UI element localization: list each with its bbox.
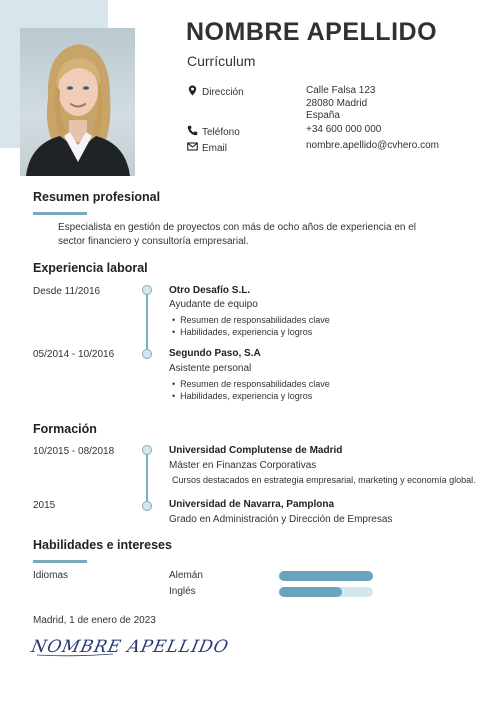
skills-section-underline [33,560,87,563]
skill-level-fill [279,587,342,597]
address-label: Dirección [202,87,244,98]
timeline-dot [142,285,152,295]
email-value: nombre.apellido@cvhero.com [306,140,439,151]
skills-category: Idiomas [33,570,69,581]
experience-timeline-line [146,292,148,354]
profile-photo [20,28,135,176]
phone-row-label [187,125,240,138]
skill-level-bar [279,587,373,597]
timeline-dot [142,501,152,511]
phone-icon [187,125,198,136]
experience-role: Asistente personal [169,363,252,374]
experience-bullets [172,378,330,402]
education-timeline-line [146,452,148,506]
education-section-title: Formación [33,422,97,436]
education-date: 10/2015 - 08/2018 [33,446,115,457]
list-item: • Resumen de responsabilidades clave [172,378,330,390]
envelope-icon [187,141,198,152]
education-degree: Grado en Administración y Dirección de Empresas [169,514,393,525]
place-and-date: Madrid, 1 de enero de 2023 [33,615,156,626]
location-pin-icon [187,85,198,96]
profile-photo-illustration [20,28,135,176]
education-detail: Cursos destacados en estrategia empresarial, marketing y economía global. [172,475,476,485]
education-degree: Máster en Finanzas Corporativas [169,460,317,471]
skill-level-fill [279,571,373,581]
list-item: • Habilidades, experiencia y logros [172,390,330,402]
address-line: España [306,110,340,121]
signature-text: NOMBRE APELLIDO [29,637,231,657]
experience-company: Segundo Paso, S.A [169,348,261,359]
experience-date: 05/2014 - 10/2016 [33,349,115,360]
address-value [306,85,375,123]
skill-level-bar [279,571,373,581]
skill-name: Inglés [169,586,196,597]
skill-name: Alemán [169,570,203,581]
phone-label: Teléfono [202,127,240,138]
education-institution: Universidad de Navarra, Pamplona [169,499,335,510]
list-item: • Resumen de responsabilidades clave [172,314,330,326]
handwritten-signature [29,630,231,660]
experience-date: Desde 11/2016 [33,286,101,297]
experience-section-title: Experiencia laboral [33,261,148,275]
address-line: Calle Falsa 123 [306,85,376,96]
experience-bullets [172,314,330,338]
experience-company: Otro Desafío S.L. [169,285,251,296]
education-date: 2015 [33,500,56,511]
summary-section-underline [33,212,87,215]
list-item: • Habilidades, experiencia y logros [172,326,330,338]
experience-role: Ayudante de equipo [169,299,258,310]
phone-value: +34 600 000 000 [306,124,382,135]
candidate-name: NOMBRE APELLIDO [186,18,438,46]
address-row-label [187,85,244,98]
address-line: 28080 Madrid [306,97,368,109]
timeline-dot [142,445,152,455]
document-subtitle: Currículum [187,53,256,69]
education-institution: Universidad Complutense de Madrid [169,445,343,456]
summary-section-title: Resumen profesional [33,190,161,204]
timeline-dot [142,349,152,359]
email-label: Email [202,143,228,154]
email-row-label [187,141,227,154]
skills-section-title: Habilidades e intereses [33,538,172,552]
summary-text: Especialista en gestión de proyectos con más de ocho años de experiencia en el sector financiero y consultoría empresarial. [58,222,417,247]
